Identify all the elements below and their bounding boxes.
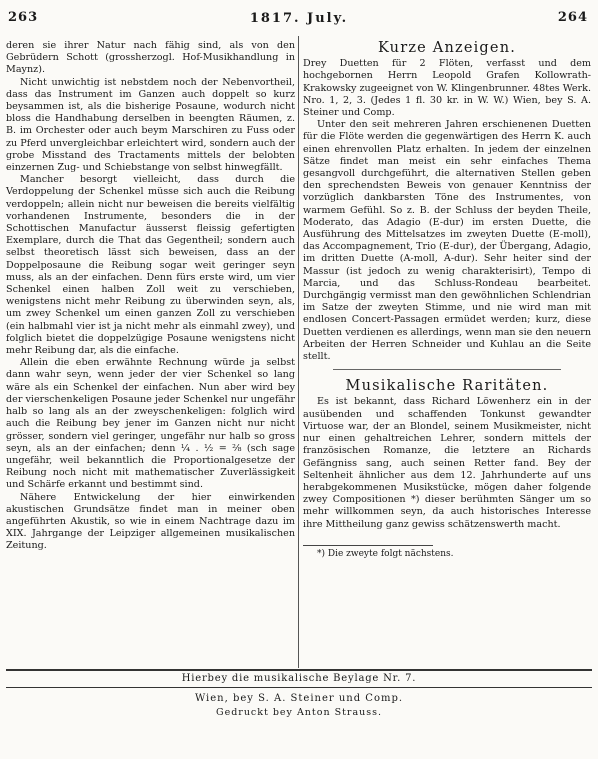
page-date-header: 1817. July. [249, 11, 349, 26]
paragraph: deren sie ihrer Natur nach fähig sind, als von den Gebrüdern Schott (grossherzogl. Hof-Musikhandlung in Maynz). [6, 40, 295, 76]
paragraph: Mancher besorgt vielleicht, dass durch die Verdoppelung der Schenkel müsse sich auch die Reibung verdoppeln; allein nicht nur beweisen die bereits vielfältig vorhandenen Instrumente, besonders die in der Schottischen Manufactur äusserst fleissig gefertigten Exemplare, durch die That das Gegentheil; sondern auch selbst theoretisch lässt sich beweisen, dass an der Doppelposaune die Reibung sogar weit geringer seyn muss, als an der einfachen. Denn fürs erste wird, um vier Schenkel einen halben Zoll weit zu verschieben, wenigstens nicht mehr Reibung zu überwinden seyn, als, um zwey Schenkel um einen ganzen Zoll zu verschieben (ein halbmahl vier ist ja nicht mehr als einmahl zwey), und folglich bietet die doppelzügige Posaune wenigstens nicht mehr Reibung dar, als die einfache. [6, 174, 295, 357]
footnote-rule [303, 545, 433, 546]
paragraph: Unter den seit mehreren Jahren erschienenen Duetten für die Flöte werden die gegenwärtigen des Herrn K. auch einen ehrenvollen Platz erhalten. In jedem der einzelnen Sätze findet man meist ein sehr einfaches Thema gesangvoll durchgeführt, die alternativen Stellen geben den sprechendsten Beweis von genauer Kenntniss der vorzüglich dankbarsten Töne des Instrumentes, von warmem Gefühl. So z. B. der Schluss der beyden Theile, Moderato, das Adagio (E-dur) im ersten Duette, die Ausführung des Mittelsatzes im zweyten Duette (E-moll), das Accompagnement, Trio (E-dur), der Übergang, Adagio, im dritten Duette (A-moll, A-dur). Sehr heiter sind der Massur (ist jedoch zu wenig charakterisirt), Tempo di Marcia, und das Schluss-Rondeau bearbeitet. Durchgängig vermisst man den gewöhnlichen Schlendrian im Satze der zweyten Stimme, und nie wird man mit endlosen Concert-Passagen ermüdet werden; kurz, diese Duetten verdienen es allerdings, wenn man sie den neuern Arbeiten der Herren Schneider und Kuhlau an die Seite stellt. [303, 119, 591, 363]
paragraph: Es ist bekannt, dass Richard Löwenherz ein in der ausübenden und schaffenden Tonkunst gewandter Virtuose war, der an Blondel, seinem Musikmeister, nicht nur einen gehaltreichen Lehrer, sondern mittels der französischen Romanze, die letztere an Richards Gefängniss sang, auch seinen Retter fand. Bey der Seltenheit ähnlicher aus dem 12. Jahrhunderte auf uns herabgekommenen Musikstücke, mögen daher folgende zwey Compositionen *) dieser berühmten Sänger um so mehr willkommen seyn, da auch historisches Interesse ihre Mittheilung ganz gewiss schätzenswerth macht. [303, 396, 591, 530]
column-divider [298, 36, 299, 668]
printer-line: Gedruckt bey Anton Strauss. [215, 707, 383, 718]
publisher-line: Wien, bey S. A. Steiner und Comp. [194, 693, 404, 704]
review-notice: Drey Duetten für 2 Flöten, verfasst und dem hochgebornen Herrn Leopold Grafen Kollowrath-Krakowsky zugeeignet von W. Klingenbrunner. 48tes Werk. Nro. 1, 2, 3. (Jedes 1 fl. 30 kr. in W. W.) Wien, bey S. A. Steiner und Comp. [303, 58, 591, 119]
section-title: Kurze Anzeigen. [377, 40, 517, 56]
paragraph: Allein die eben erwähnte Rechnung würde ja selbst dann wahr seyn, wenn jeder der vier Schenkel so lang wäre als ein Schenkel der einfachen. Nun aber wird bey der vierschenkeligen Posaune jeder Schenkel nur ungefähr halb so lang als an der zweyschenkeligen: folglich wird auch die Reibung bey jener im Ganzen nicht nur nicht grösser, sondern viel geringer, ungefähr nur halb so gross seyn, als an der einfachen; denn ¼ . ½ = ²⁄₈ (sch sage ungefähr, weil bekanntlich die Proportionalgesetze der Reibung noch nicht mit mathematischer Zuverlässigkeit und Schärfe erkannt und bestimmt sind. [6, 357, 295, 491]
footer-rule [6, 687, 592, 688]
right-column [303, 40, 591, 560]
section-title: Musikalische Raritäten. [345, 378, 549, 395]
page-number-right: 264 [557, 10, 588, 25]
left-column [6, 40, 295, 553]
paragraph: Nicht unwichtig ist nebstdem noch der Nebenvortheil, dass das Instrument im Ganzen auch doppelt so kurz beysammen ist, als die bisherige Posaune, wodurch nicht bloss die Handhabung derselben in beengten Räumen, z. B. im Orchester oder auch beym Marschiren zu Fuss oder zu Pferd unvergleichbar erleichtert wird, sondern auch der grobe Misstand des Tractaments mittels der belobten einzernen Zug- und Schiebstange von selbst hinwegfällt. [6, 76, 295, 174]
supplement-note: Hierbey die musikalische Beylage Nr. 7. [181, 673, 417, 684]
footer-rule [6, 669, 592, 671]
paragraph: Nähere Entwickelung der hier einwirkenden akustischen Grundsätze findet man in meiner oben angeführten Akustik, so wie in einem Nachtrage dazu im XIX. Jahrgange der Leipziger allgemeinen musikalischen Zeitung. [6, 491, 295, 552]
footnote: *) Die zweyte folgt nächstens. [317, 548, 454, 559]
section-divider [333, 369, 561, 370]
page-number-left: 263 [8, 10, 39, 25]
